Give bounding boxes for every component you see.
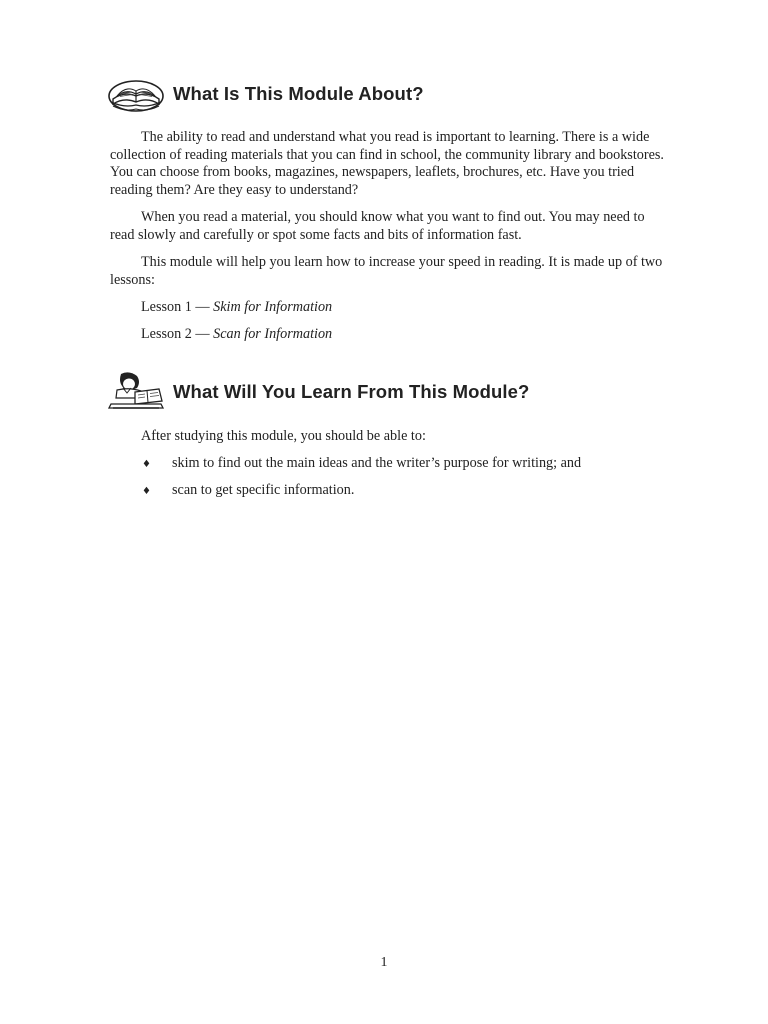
section-heading-learn-from-module — [107, 370, 529, 414]
section-title: What Is This Module About? — [173, 83, 424, 104]
open-book-icon — [107, 72, 165, 116]
paragraph: This module will help you learn how to increase your speed in reading. It is made up of two lessons: — [110, 254, 663, 288]
lesson-item — [110, 299, 670, 317]
objective-text: skim to find out the main ideas and the writer’s purpose for writing; and — [172, 454, 582, 471]
section-body-module-about — [110, 129, 670, 343]
paragraph: The ability to read and understand what you read is important to learning. There is a wide collection of reading materials that you can find in school, the community library and bookstores. You can choose from books, magazines, newspapers, leaflets, brochures, etc. Have you tried reading them? Are they easy to understand? — [110, 129, 664, 198]
lesson-item — [110, 326, 670, 344]
diamond-bullet-icon: ♦ — [142, 486, 151, 497]
lesson-label: Lesson 2 — — [141, 325, 214, 342]
lesson-title: Skim for Information — [213, 299, 333, 315]
section-heading-module-about — [107, 72, 424, 116]
objective-item — [110, 482, 670, 501]
lesson-label: Lesson 1 — — [141, 299, 214, 315]
paragraph: When you read a material, you should know what you want to find out. You may need to read slowly and carefully or spot some facts and bits of information fast. — [110, 209, 645, 243]
intro-text: After studying this module, you should be able to: — [141, 428, 426, 444]
section-body-learn-from-module — [110, 428, 670, 501]
objective-text: scan to get specific information. — [172, 482, 355, 498]
student-reading-icon — [107, 370, 165, 414]
objective-item — [110, 455, 670, 474]
lesson-title: Scan for Information — [213, 325, 333, 342]
diamond-bullet-icon: ♦ — [142, 458, 151, 470]
page-number: 1 — [380, 955, 388, 970]
section-title: What Will You Learn From This Module? — [173, 381, 530, 402]
